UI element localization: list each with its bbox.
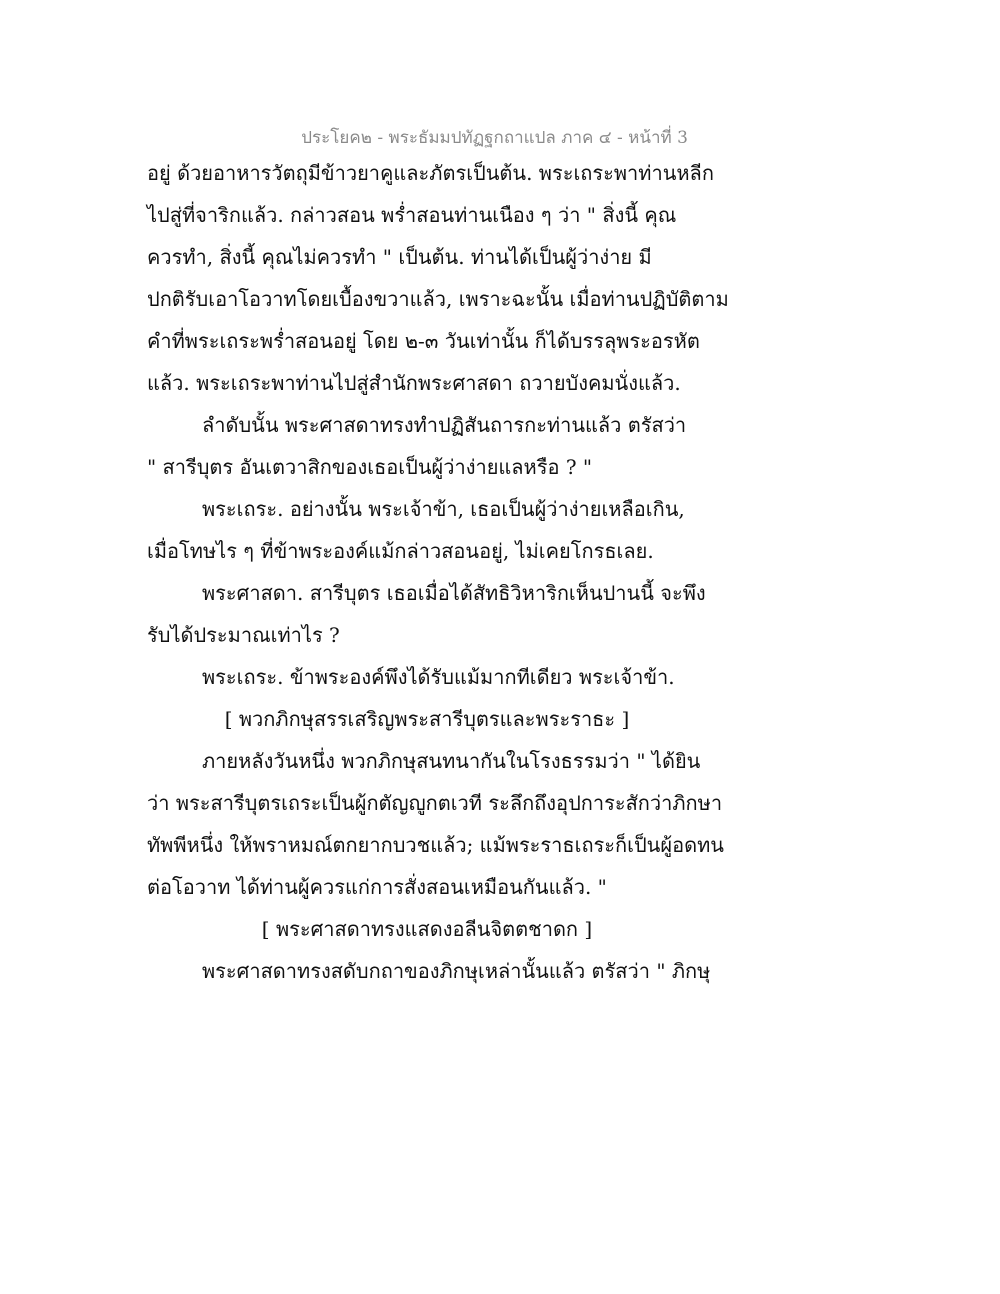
section-heading: [ พระศาสดาทรงแสดงอลีนจิตตชาดก ] (261, 917, 593, 941)
text-line: " สารีบุตร อันเตวาสิกของเธอเป็นผู้ว่าง่ายแลหรือ ? " (147, 455, 593, 479)
paragraph-start-line: พระเถระ. ข้าพระองค์พึงได้รับแม้มากทีเดียว พระเจ้าข้า. (202, 665, 675, 689)
text-line: ว่า พระสารีบุตรเถระเป็นผู้กตัญญูกตเวที ระลึกถึงอุปการะสักว่าภิกษา (147, 791, 723, 815)
text-line: ควรทำ, สิ่งนี้ คุณไม่ควรทำ " เป็นต้น. ท่านได้เป็นผู้ว่าง่าย มี (147, 245, 652, 269)
text-line: ปกติรับเอาโอวาทโดยเบื้องขวาแล้ว, เพราะฉะนั้น เมื่อท่านปฏิบัติตาม (147, 287, 729, 311)
text-line: รับได้ประมาณเท่าไร ? (147, 623, 340, 647)
text-line: แล้ว. พระเถระพาท่านไปสู่สำนักพระศาสดา ถวายบังคมนั่งแล้ว. (147, 371, 681, 395)
paragraph-start-line: พระศาสดา. สารีบุตร เธอเมื่อได้สัทธิวิหาริกเห็นปานนี้ จะพึง (202, 581, 706, 605)
text-line: เมื่อโทษไร ๆ ที่ข้าพระองค์แม้กล่าวสอนอยู่, ไม่เคยโกรธเลย. (147, 539, 654, 563)
text-line: ทัพพีหนึ่ง ให้พราหมณ์ตกยากบวชแล้ว; แม้พระราธเถระก็เป็นผู้อดทน (147, 833, 724, 857)
running-header: ประโยค๒ - พระธัมมปทัฏฐกถาแปล ภาค ๔ - หน้าที่ 3 (301, 128, 688, 148)
section-heading: [ พวกภิกษุสรรเสริญพระสารีบุตรและพระราธะ ] (224, 707, 630, 731)
paragraph-start-line: พระศาสดาทรงสดับกถาของภิกษุเหล่านั้นแล้ว ตรัสว่า " ภิกษุ (202, 959, 711, 983)
text-line: อยู่ ด้วยอาหารวัตถุมีข้าวยาคูและภัตรเป็นต้น. พระเถระพาท่านหลีก (147, 161, 714, 185)
text-line: คำที่พระเถระพร่ำสอนอยู่ โดย ๒-๓ วันเท่านั้น ก็ได้บรรลุพระอรหัต (147, 329, 700, 353)
text-line: ต่อโอวาท ได้ท่านผู้ควรแก่การสั่งสอนเหมือนกันแล้ว. " (147, 875, 607, 899)
text-line: ไปสู่ที่จาริกแล้ว. กล่าวสอน พร่ำสอนท่านเนือง ๆ ว่า " สิ่งนี้ คุณ (147, 203, 677, 227)
paragraph-start-line: พระเถระ. อย่างนั้น พระเจ้าข้า, เธอเป็นผู้ว่าง่ายเหลือเกิน, (202, 497, 685, 521)
paragraph-start-line: ภายหลังวันหนึ่ง พวกภิกษุสนทนากันในโรงธรรมว่า " ได้ยิน (202, 749, 701, 773)
paragraph-start-line: ลำดับนั้น พระศาสดาทรงทำปฏิสันถารกะท่านแล้ว ตรัสว่า (202, 413, 687, 437)
body-text (147, 156, 729, 996)
